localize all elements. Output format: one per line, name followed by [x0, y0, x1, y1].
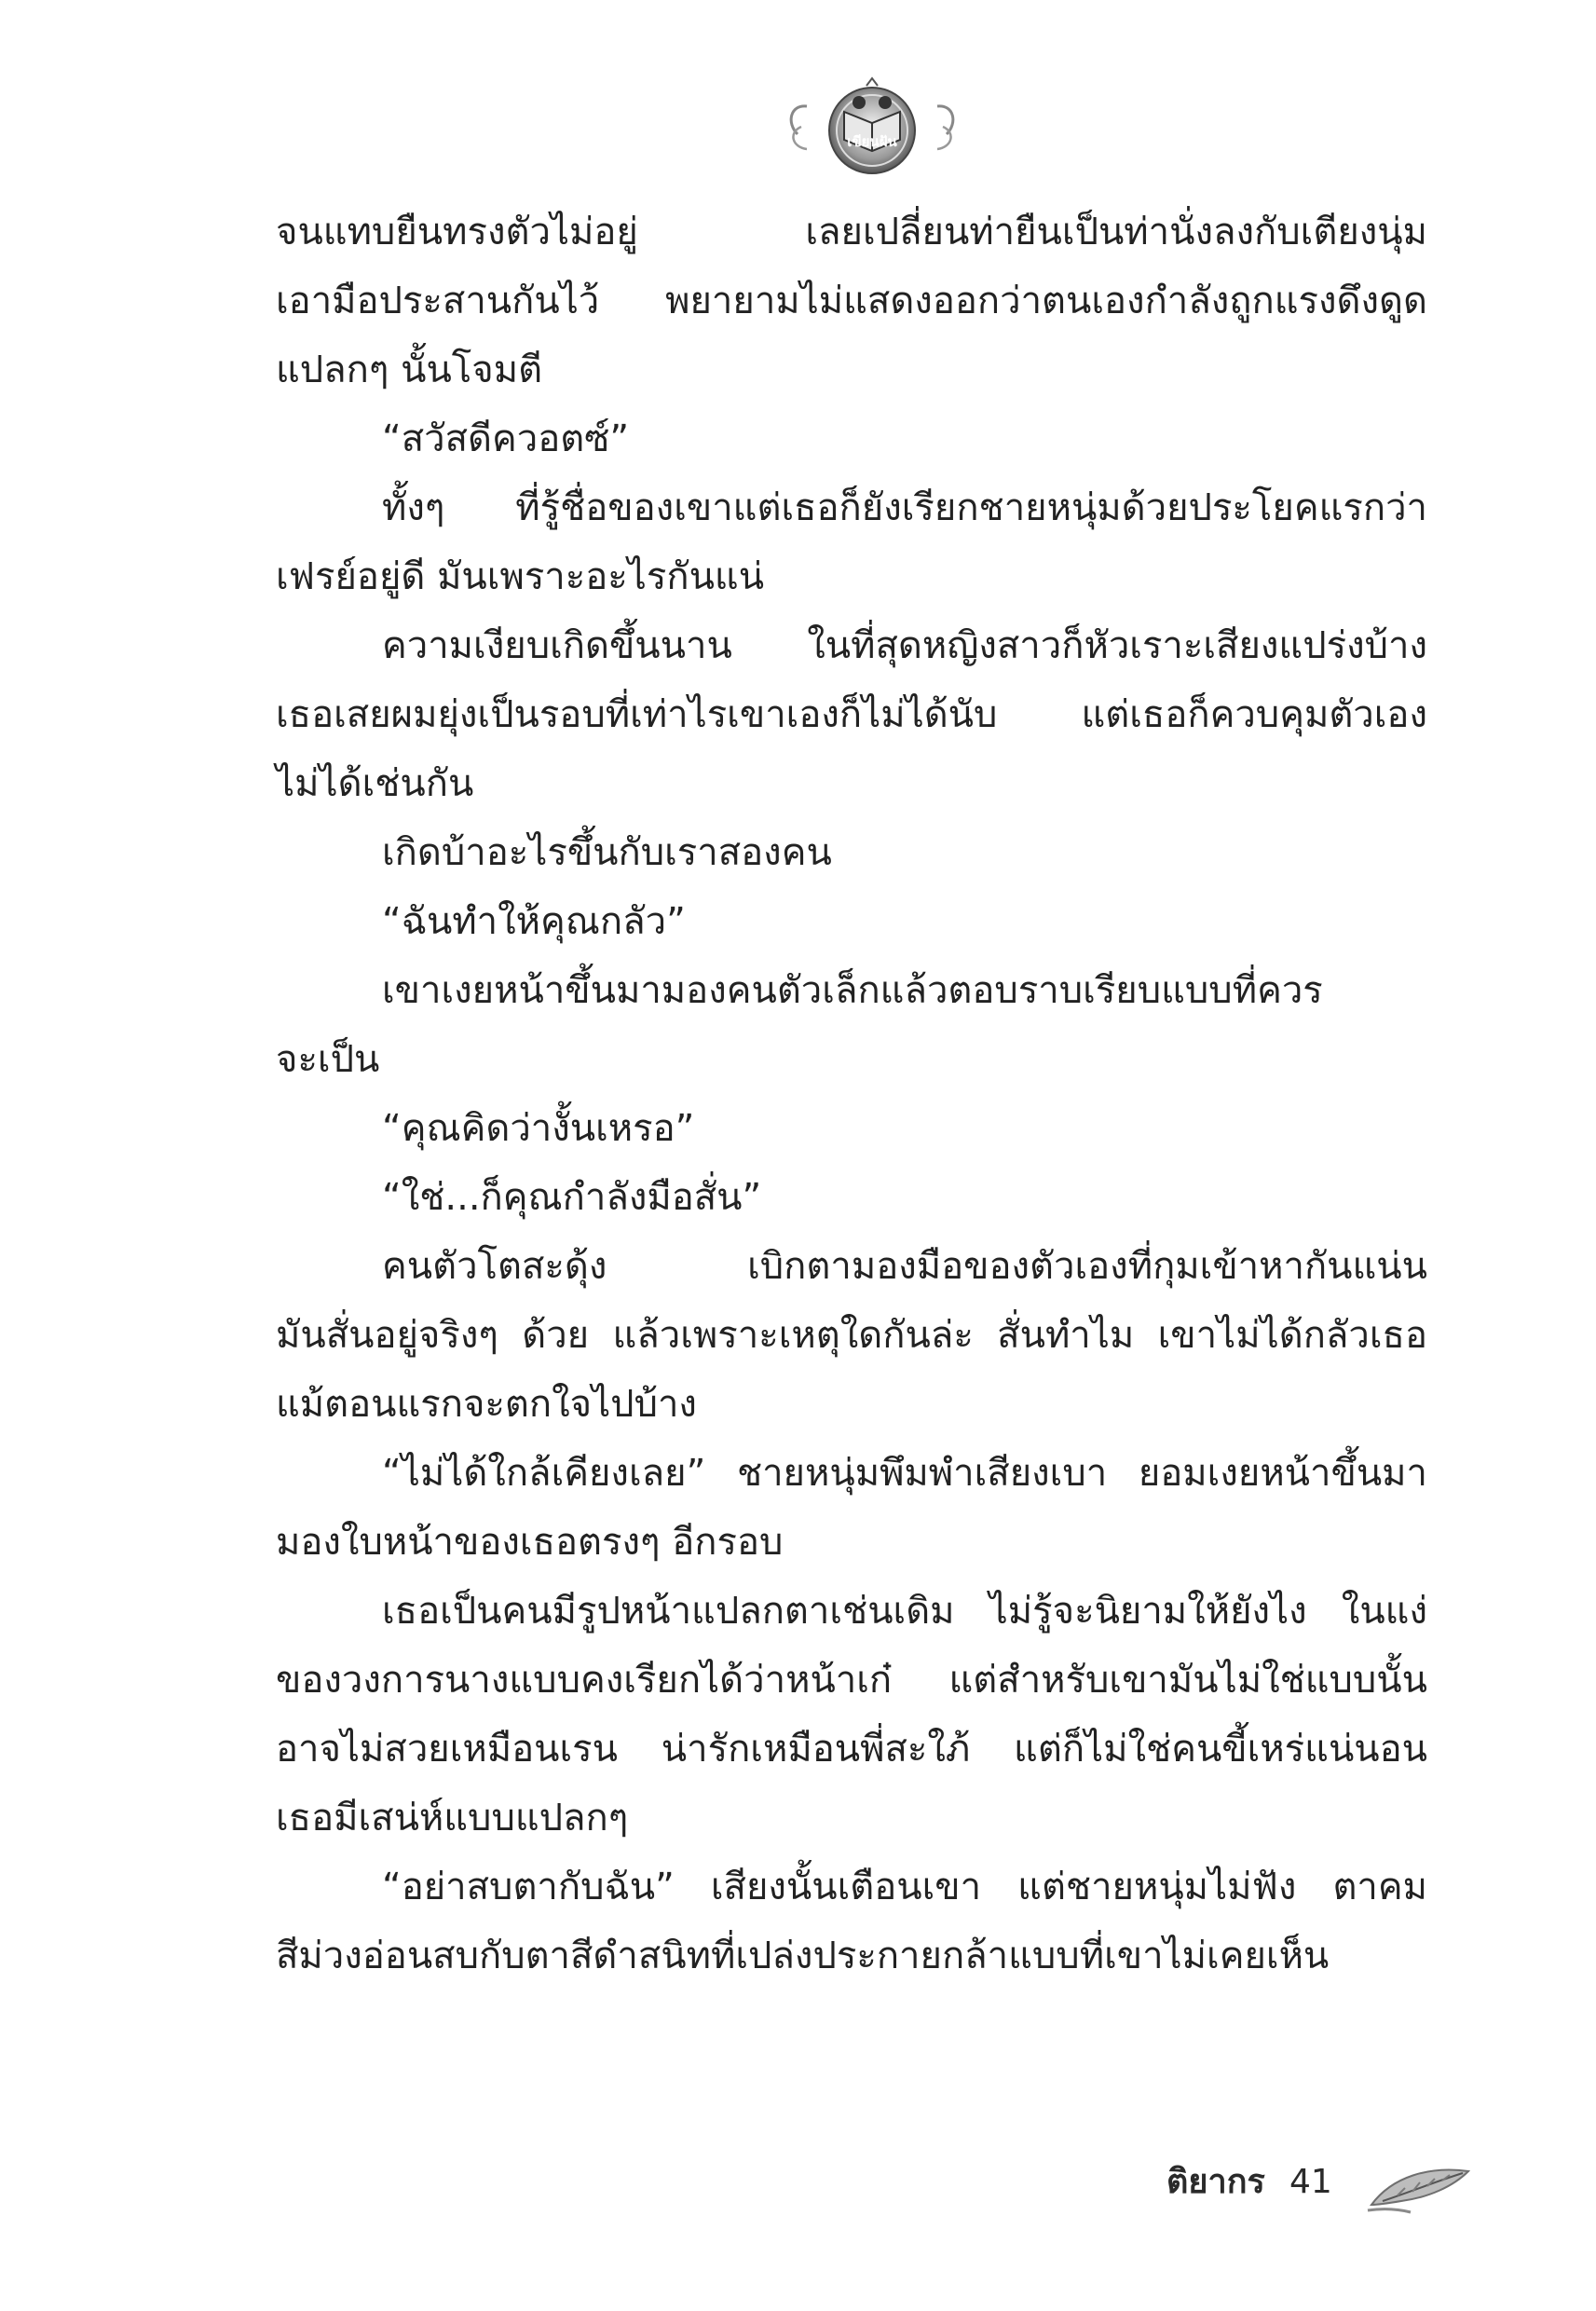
- text-line: “ฉันทำให้คุณกลัว”: [382, 900, 686, 943]
- text-line: เธอเสยผมยุ่งเป็นรอบที่เท่าไรเขาเองก็ไม่ได้นับ แต่เธอก็ควบคุมตัวเอง: [276, 693, 1427, 736]
- text-line: “ไม่ได้ใกล้เคียงเลย” ชายหนุ่มพึมพำเสียงเบา ยอมเงยหน้าขึ้นมา: [382, 1452, 1427, 1495]
- logo-caption: เขียนฝัน: [847, 133, 897, 150]
- text-line: “คุณคิดว่างั้นเหรอ”: [382, 1107, 695, 1150]
- text-line: จะเป็น: [276, 1038, 380, 1081]
- feather-quill-ornament-icon: [1364, 2140, 1476, 2223]
- text-line: เธอเป็นคนมีรูปหน้าแปลกตาเช่นเดิม ไม่รู้จะนิยามให้ยังไง ในแง่: [382, 1590, 1427, 1633]
- text-line: ทั้งๆ ที่รู้ชื่อของเขาแต่เธอก็ยังเรียกชายหนุ่มด้วยประโยคแรกว่า: [382, 486, 1427, 529]
- text-line: เขาเงยหน้าขึ้นมามองคนตัวเล็กแล้วตอบราบเรียบแบบที่ควร: [382, 969, 1323, 1012]
- text-line: “ใช่...ก็คุณกำลังมือสั่น”: [382, 1176, 762, 1219]
- text-line: “อย่าสบตากับฉัน” เสียงนั้นเตือนเขา แต่ชายหนุ่มไม่ฟัง ตาคม: [382, 1866, 1427, 1908]
- text-line: สีม่วงอ่อนสบกับตาสีดำสนิทที่เปล่งประกายกล้าแบบที่เขาไม่เคยเห็น: [276, 1935, 1330, 1977]
- text-line: เกิดบ้าอะไรขึ้นกับเราสองคน: [382, 831, 832, 874]
- text-line: อาจไม่สวยเหมือนเรน น่ารักเหมือนพี่สะใภ้ แต่ก็ไม่ใช่คนขี้เหร่แน่นอน: [276, 1728, 1427, 1771]
- page-number: 41: [1289, 2163, 1332, 2201]
- text-line: จนแทบยืนทรงตัวไม่อยู่ เลยเปลี่ยนท่ายืนเป็นท่านั่งลงกับเตียงนุ่ม: [276, 211, 1427, 253]
- text-line: เอามือประสานกันไว้ พยายามไม่แสดงออกว่าตนเองกำลังถูกแรงดึงดูด: [276, 280, 1427, 322]
- text-line: ความเงียบเกิดขึ้นนาน ในที่สุดหญิงสาวก็หัวเราะเสียงแปร่งบ้าง: [382, 624, 1427, 667]
- text-line: ไม่ได้เช่นกัน: [276, 762, 474, 805]
- text-line: มองใบหน้าของเธอตรงๆ อีกรอบ: [276, 1521, 784, 1564]
- text-line: “สวัสดีควอตซ์”: [382, 417, 630, 460]
- book-title: ติยากร: [1166, 2163, 1265, 2201]
- text-line: แปลกๆ นั้นโจมตี: [276, 349, 543, 391]
- text-line: คนตัวโตสะดุ้ง เบิกตามองมือของตัวเองที่กุมเข้าหากันแน่น: [382, 1245, 1427, 1288]
- body-text: [276, 198, 1427, 1990]
- book-fairy-emblem-icon: [779, 58, 965, 198]
- text-line: มันสั่นอยู่จริงๆ ด้วย แล้วเพราะเหตุใดกันล่ะ สั่นทำไม เขาไม่ได้กลัวเธอ: [276, 1314, 1427, 1357]
- text-line: แม้ตอนแรกจะตกใจไปบ้าง: [276, 1383, 697, 1426]
- text-line: ของวงการนางแบบคงเรียกได้ว่าหน้าเก๋ แต่สำหรับเขามันไม่ใช่แบบนั้น: [276, 1659, 1427, 1702]
- text-line: เธอมีเสน่ห์แบบแปลกๆ: [276, 1797, 629, 1839]
- text-line: เฟรย์อยู่ดี มันเพราะอะไรกันแน่: [276, 555, 765, 598]
